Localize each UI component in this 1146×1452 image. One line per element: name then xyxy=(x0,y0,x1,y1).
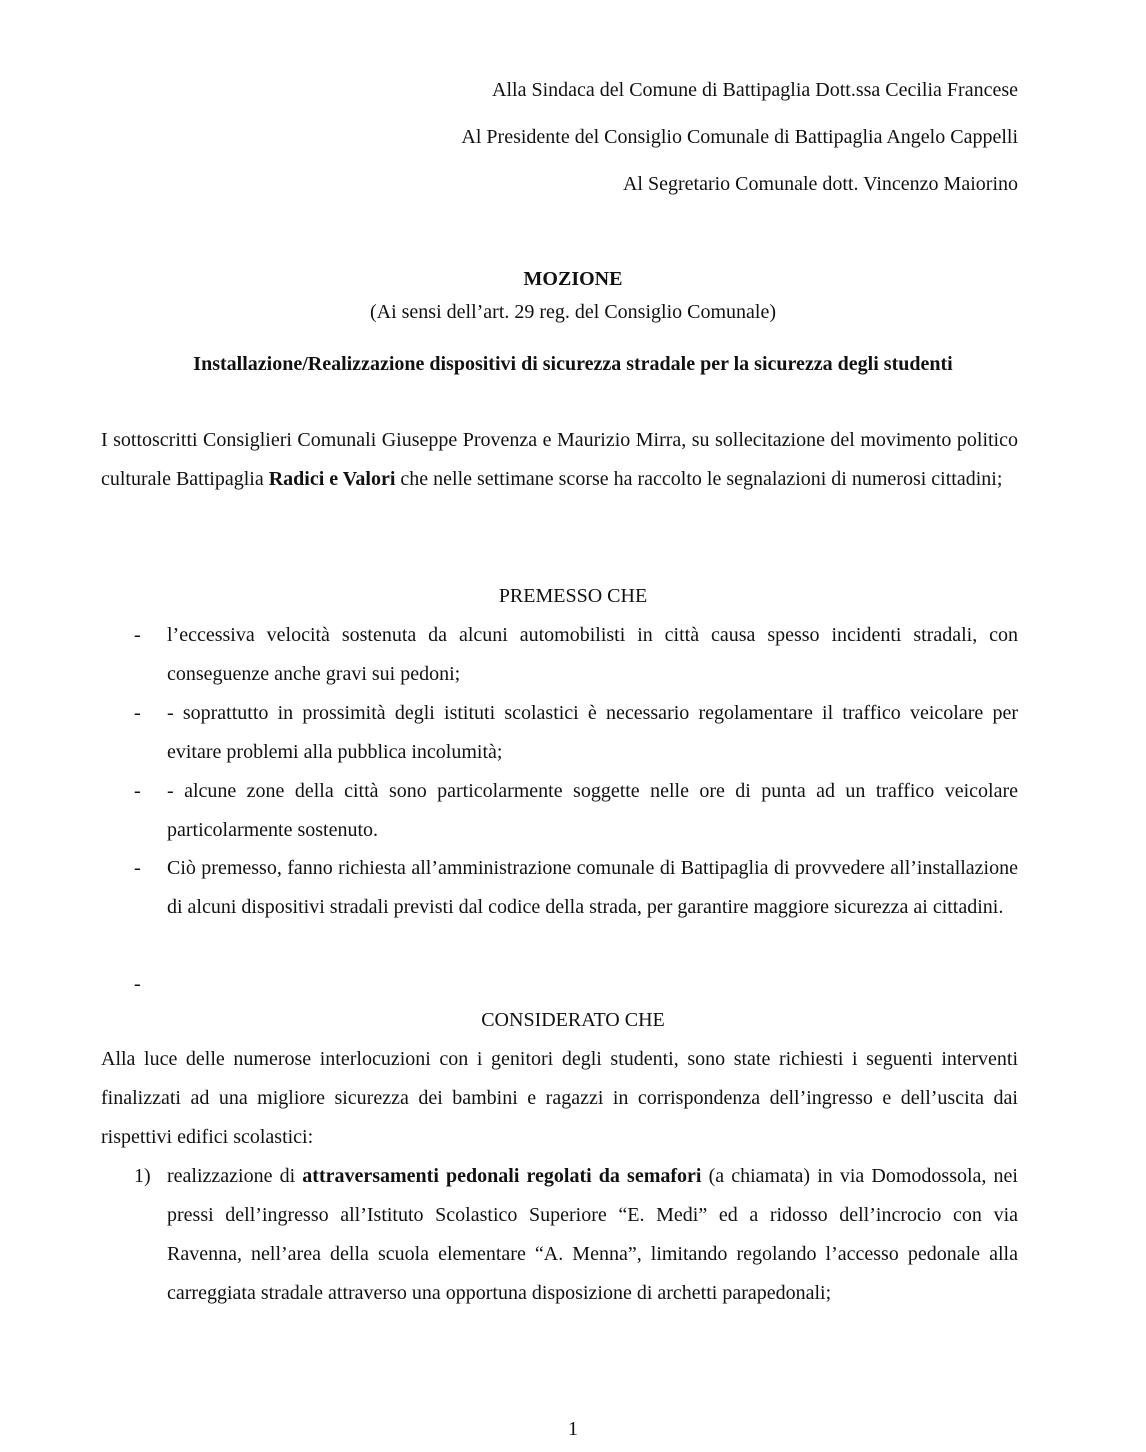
document-title: MOZIONE xyxy=(523,268,623,290)
premesso-item: - - alcune zone della città sono particolarmente soggette nelle ore di punta ad un traffico veicolare particolarmente sostenuto. xyxy=(101,772,1018,850)
bullet-dash: - xyxy=(134,973,141,995)
premesso-heading: PREMESSO CHE xyxy=(498,585,648,607)
bullet-dash: - xyxy=(134,702,141,724)
intro-paragraph: I sottoscritti Consiglieri Comunali Giuseppe Provenza e Maurizio Mirra, su sollecitazione del movimento politico culturale Battipaglia Radici e Valori che nelle settimane scorse ha raccolto le segnalazioni di numerosi cittadini; xyxy=(101,429,1018,490)
premesso-item: - - soprattutto in prossimità degli istituti scolastici è necessario regolamentare il traffico veicolare per evitare problemi alla pubblica incolumità; xyxy=(101,694,1018,772)
considerato-heading: CONSIDERATO CHE xyxy=(481,1009,665,1031)
bullet-dash: - xyxy=(134,780,141,802)
addressee-mayor: Alla Sindaca del Comune di Battipaglia Dott.ssa Cecilia Francese xyxy=(492,79,1018,101)
emphasis-crossings: attraversamenti pedonali regolati da semafori xyxy=(302,1165,702,1187)
document-subtitle: (Ai sensi dell’art. 29 reg. del Consiglio Comunale) xyxy=(369,301,777,323)
bullet-dash: - xyxy=(134,857,141,879)
addressee-secretary: Al Segretario Comunale dott. Vincenzo Maiorino xyxy=(622,173,1018,195)
premesso-item: - Ciò premesso, fanno richiesta all’amministrazione comunale di Battipaglia di provvedere all’installazione di alcuni dispositivi stradali previsti dal codice della strada, per garantire maggiore sicurezza ai cittadini. xyxy=(101,849,1018,927)
addressee-council-president: Al Presidente del Consiglio Comunale di Battipaglia Angelo Cappelli xyxy=(461,126,1018,148)
bullet-dash: - xyxy=(134,624,141,646)
considerato-item: 1) realizzazione di attraversamenti pedonali regolati da semafori (a chiamata) in via Domodossola, nei pressi dell’ingresso all’Istituto Scolastico Superiore “E. Medi” ed a ridosso dell’incrocio con via Ravenna, nell’area della scuola elementare “A. Menna”, limitando regolando l’accesso pedonale alla carreggiata stradale attraverso una opportuna disposizione di archetti parapedonali; xyxy=(101,1157,1018,1313)
page-number: 1 xyxy=(568,1418,578,1440)
item-number: 1) xyxy=(134,1165,151,1187)
premesso-item: - l’eccessiva velocità sostenuta da alcuni automobilisti in città causa spesso incidenti stradali, con conseguenze anche gravi sui pedoni; xyxy=(101,616,1018,694)
document-subject: Installazione/Realizzazione dispositivi di sicurezza stradale per la sicurezza degli studenti xyxy=(193,353,953,375)
movement-name: Radici e Valori xyxy=(268,468,396,490)
considerato-paragraph: Alla luce delle numerose interlocuzioni con i genitori degli studenti, sono state richiesti i seguenti interventi finalizzati ad una migliore sicurezza dei bambini e ragazzi in corrispondenza dell’ingresso e dell’uscita dai rispettivi edifici scolastici: xyxy=(101,1048,1018,1148)
